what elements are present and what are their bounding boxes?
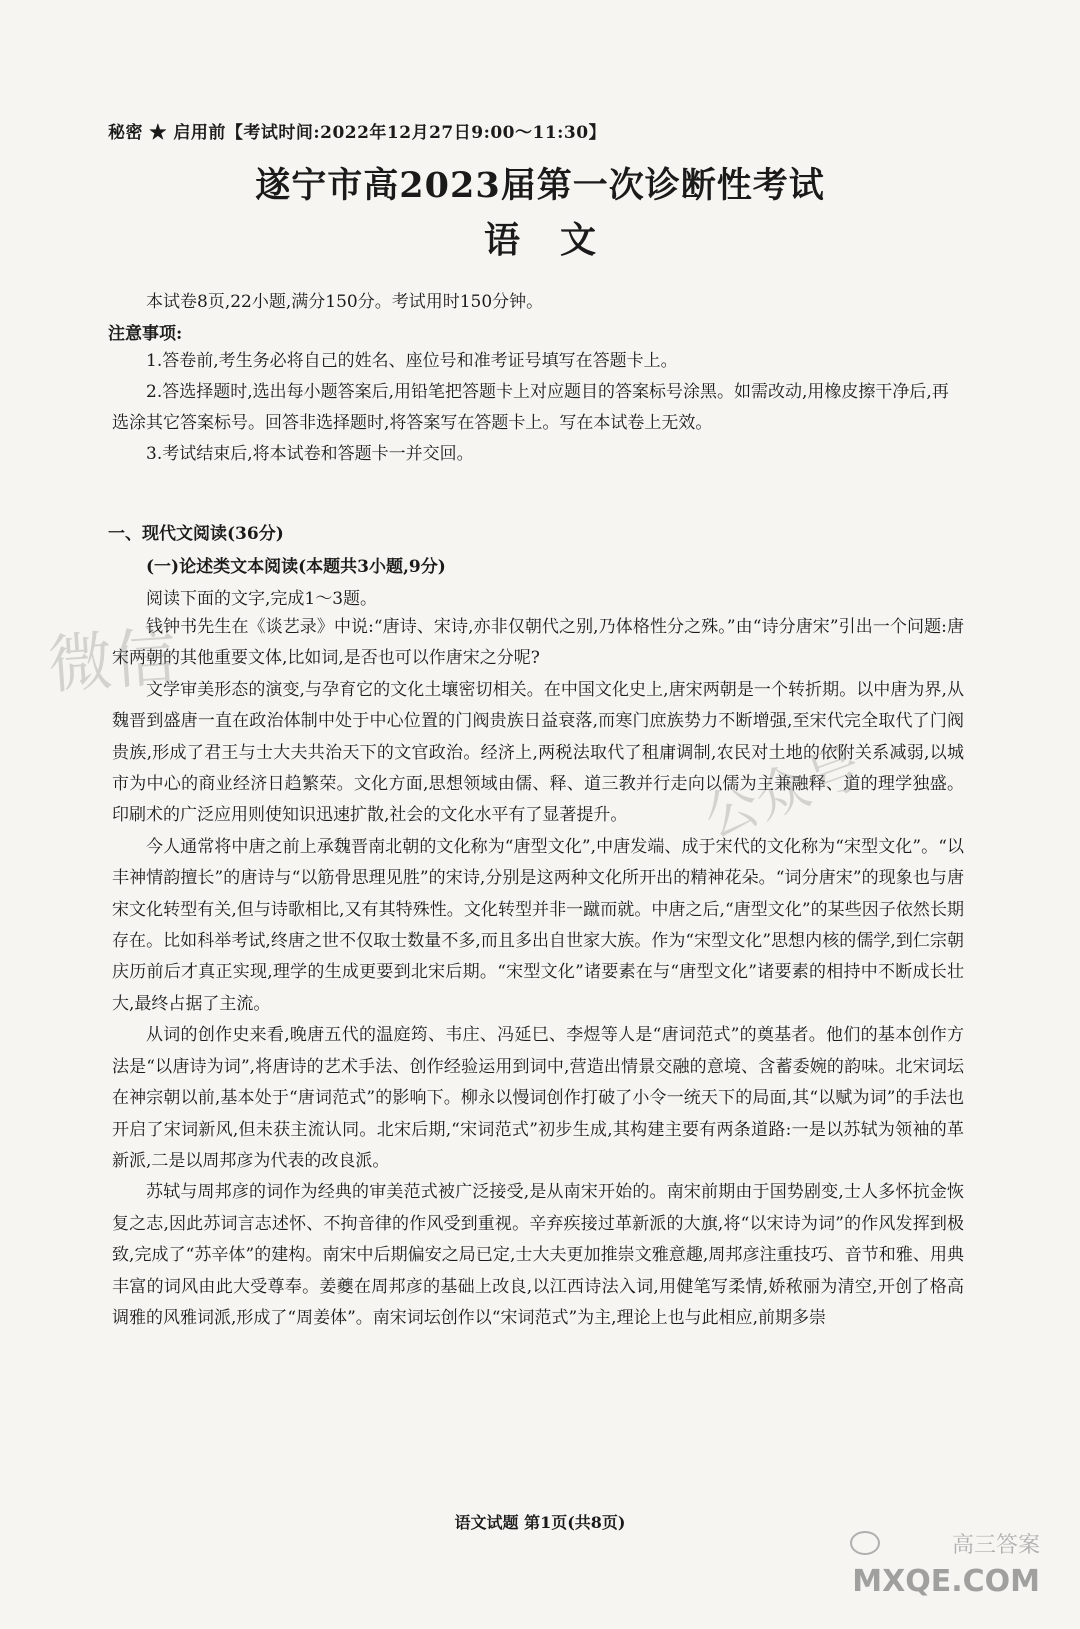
section-heading: 一、现代文阅读(36分) [108,524,284,544]
notice-item-1: 1.答卷前,考生务必将自己的姓名、座位号和准考证号填写在答题卡上。 [146,351,678,371]
subject-title: 语文 [483,219,636,261]
passage-paragraph-2: 文学审美形态的演变,与孕育它的文化土壤密切相关。在中国文化史上,唐宋两朝是一个转折期。以中唐为界,从魏晋到盛唐一直在政治体制中处于中心位置的门阀贵族日益衰落,而寒门庶族势力不断增强,至宋代完全取代了门阀贵族,形成了君王与士大夫共治天下的文官政治。经济上,两税法取代了租庸调制,农民对土地的依附关系减弱,以城市为中心的商业经济日趋繁荣。文化方面,思想领域由儒、释、道三教并行走向以儒为主兼融释、道的理学独盛。印刷术的广泛应用则使知识迅速扩散,社会的文化水平有了显著提升。 [112,679,964,826]
notice-list [112,346,964,470]
passage-paragraph-3: 今人通常将中唐之前上承魏晋南北朝的文化称为“唐型文化”,中唐发端、成于宋代的文化称为“宋型文化”。“以丰神情韵擅长”的唐诗与“以筋骨思理见胜”的宋诗,分别是这两种文化所开出的精神花朵。“词分唐宋”的现象也与唐宋文化转型有关,但与诗歌相比,又有其特殊性。文化转型并非一蹴而就。中唐之后,“唐型文化”的某些因子依然长期存在。比如科举考试,终唐之世不仅取士数量不多,而且多出自世家大族。作为“宋型文化”思想内核的儒学,到仁宗朝庆历前后才真正实现,理学的生成更要到北宋后期。“宋型文化”诸要素在与“唐型文化”诸要素的相持中不断成长壮大,最终占据了主流。 [112,836,964,1014]
watermark-logo-sub: 高三答案 [951,1533,1040,1558]
exam-intro: 本试卷8页,22小题,满分150分。考试用时150分钟。 [146,292,544,312]
page-footer: 语文试题 第1页(共8页) [454,1513,626,1532]
secret-line: 秘密 ★ 启用前【考试时间:2022年12月27日9:00～11:30】 [108,123,607,143]
passage-paragraph-4: 从词的创作史来看,晚唐五代的温庭筠、韦庄、冯延巳、李煜等人是“唐词范式”的奠基者。他们的基本创作方法是“以唐诗为词”,将唐诗的艺术手法、创作经验运用到词中,营造出情景交融的意境、含蓄委婉的韵味。北宋词坛在神宗朝以前,基本处于“唐词范式”的影响下。柳永以慢词创作打破了小令一统天下的局面,其“以赋为词”的手法也开启了宋词新风,但未获主流认同。北宋后期,“宋词范式”初步生成,其构建主要有两条道路:一是以苏轼为领袖的革新派,二是以周邦彦为代表的改良派。 [112,1025,964,1171]
section-subheading: (一)论述类文本阅读(本题共3小题,9分) [146,557,446,577]
watermark-logo [840,1509,1040,1599]
passage-paragraph-5: 苏轼与周邦彦的词作为经典的审美范式被广泛接受,是从南宋开始的。南宋前期由于国势剧变,士人多怀抗金恢复之志,因此苏词言志述怀、不拘音律的作风受到重视。辛弃疾接过革新派的大旗,将“以宋诗为词”的作风发挥到极致,完成了“苏辛体”的建构。南宋中后期偏安之局已定,士大夫更加推崇文雅意趣,周邦彦注重技巧、音节和雅、用典丰富的词风由此大受尊奉。姜夔在周邦彦的基础上改良,以江西诗法入词,用健笔写柔情,娇秾丽为清空,开创了格高调雅的风雅词派,形成了“周姜体”。南宋词坛创作以“宋词范式”为主,理论上也与此相应,前期多崇 [112,1182,964,1328]
passage-paragraph-1: 钱钟书先生在《谈艺录》中说:“唐诗、宋诗,亦非仅朝代之别,乃体格性分之殊。”由“诗分唐宋”引出一个问题:唐宋两朝的其他重要文体,比如词,是否也可以作唐宋之分呢? [112,617,964,669]
watermark-logo-main: MXQE.COM [852,1564,1040,1599]
watermark-text-diagonal: 公众号 [695,734,870,850]
notice-heading: 注意事项: [108,324,183,344]
watermark-text-side: 微信 [45,620,179,704]
reading-passage [112,612,964,1334]
notice-item-2: 2.答选择题时,选出每小题答案后,用铅笔把答题卡上对应题目的答案标号涂黑。如需改动,用橡皮擦干净后,再选涂其它答案标号。回答非选择题时,将答案写在答题卡上。写在本试卷上无效。 [112,382,949,433]
notice-item-3: 3.考试结束后,将本试卷和答题卡一并交回。 [146,444,474,464]
wechat-icon [850,1531,880,1555]
exam-title: 遂宁市高2023届第一次诊断性考试 [255,165,825,206]
reading-instruction: 阅读下面的文字,完成1～3题。 [146,589,378,609]
